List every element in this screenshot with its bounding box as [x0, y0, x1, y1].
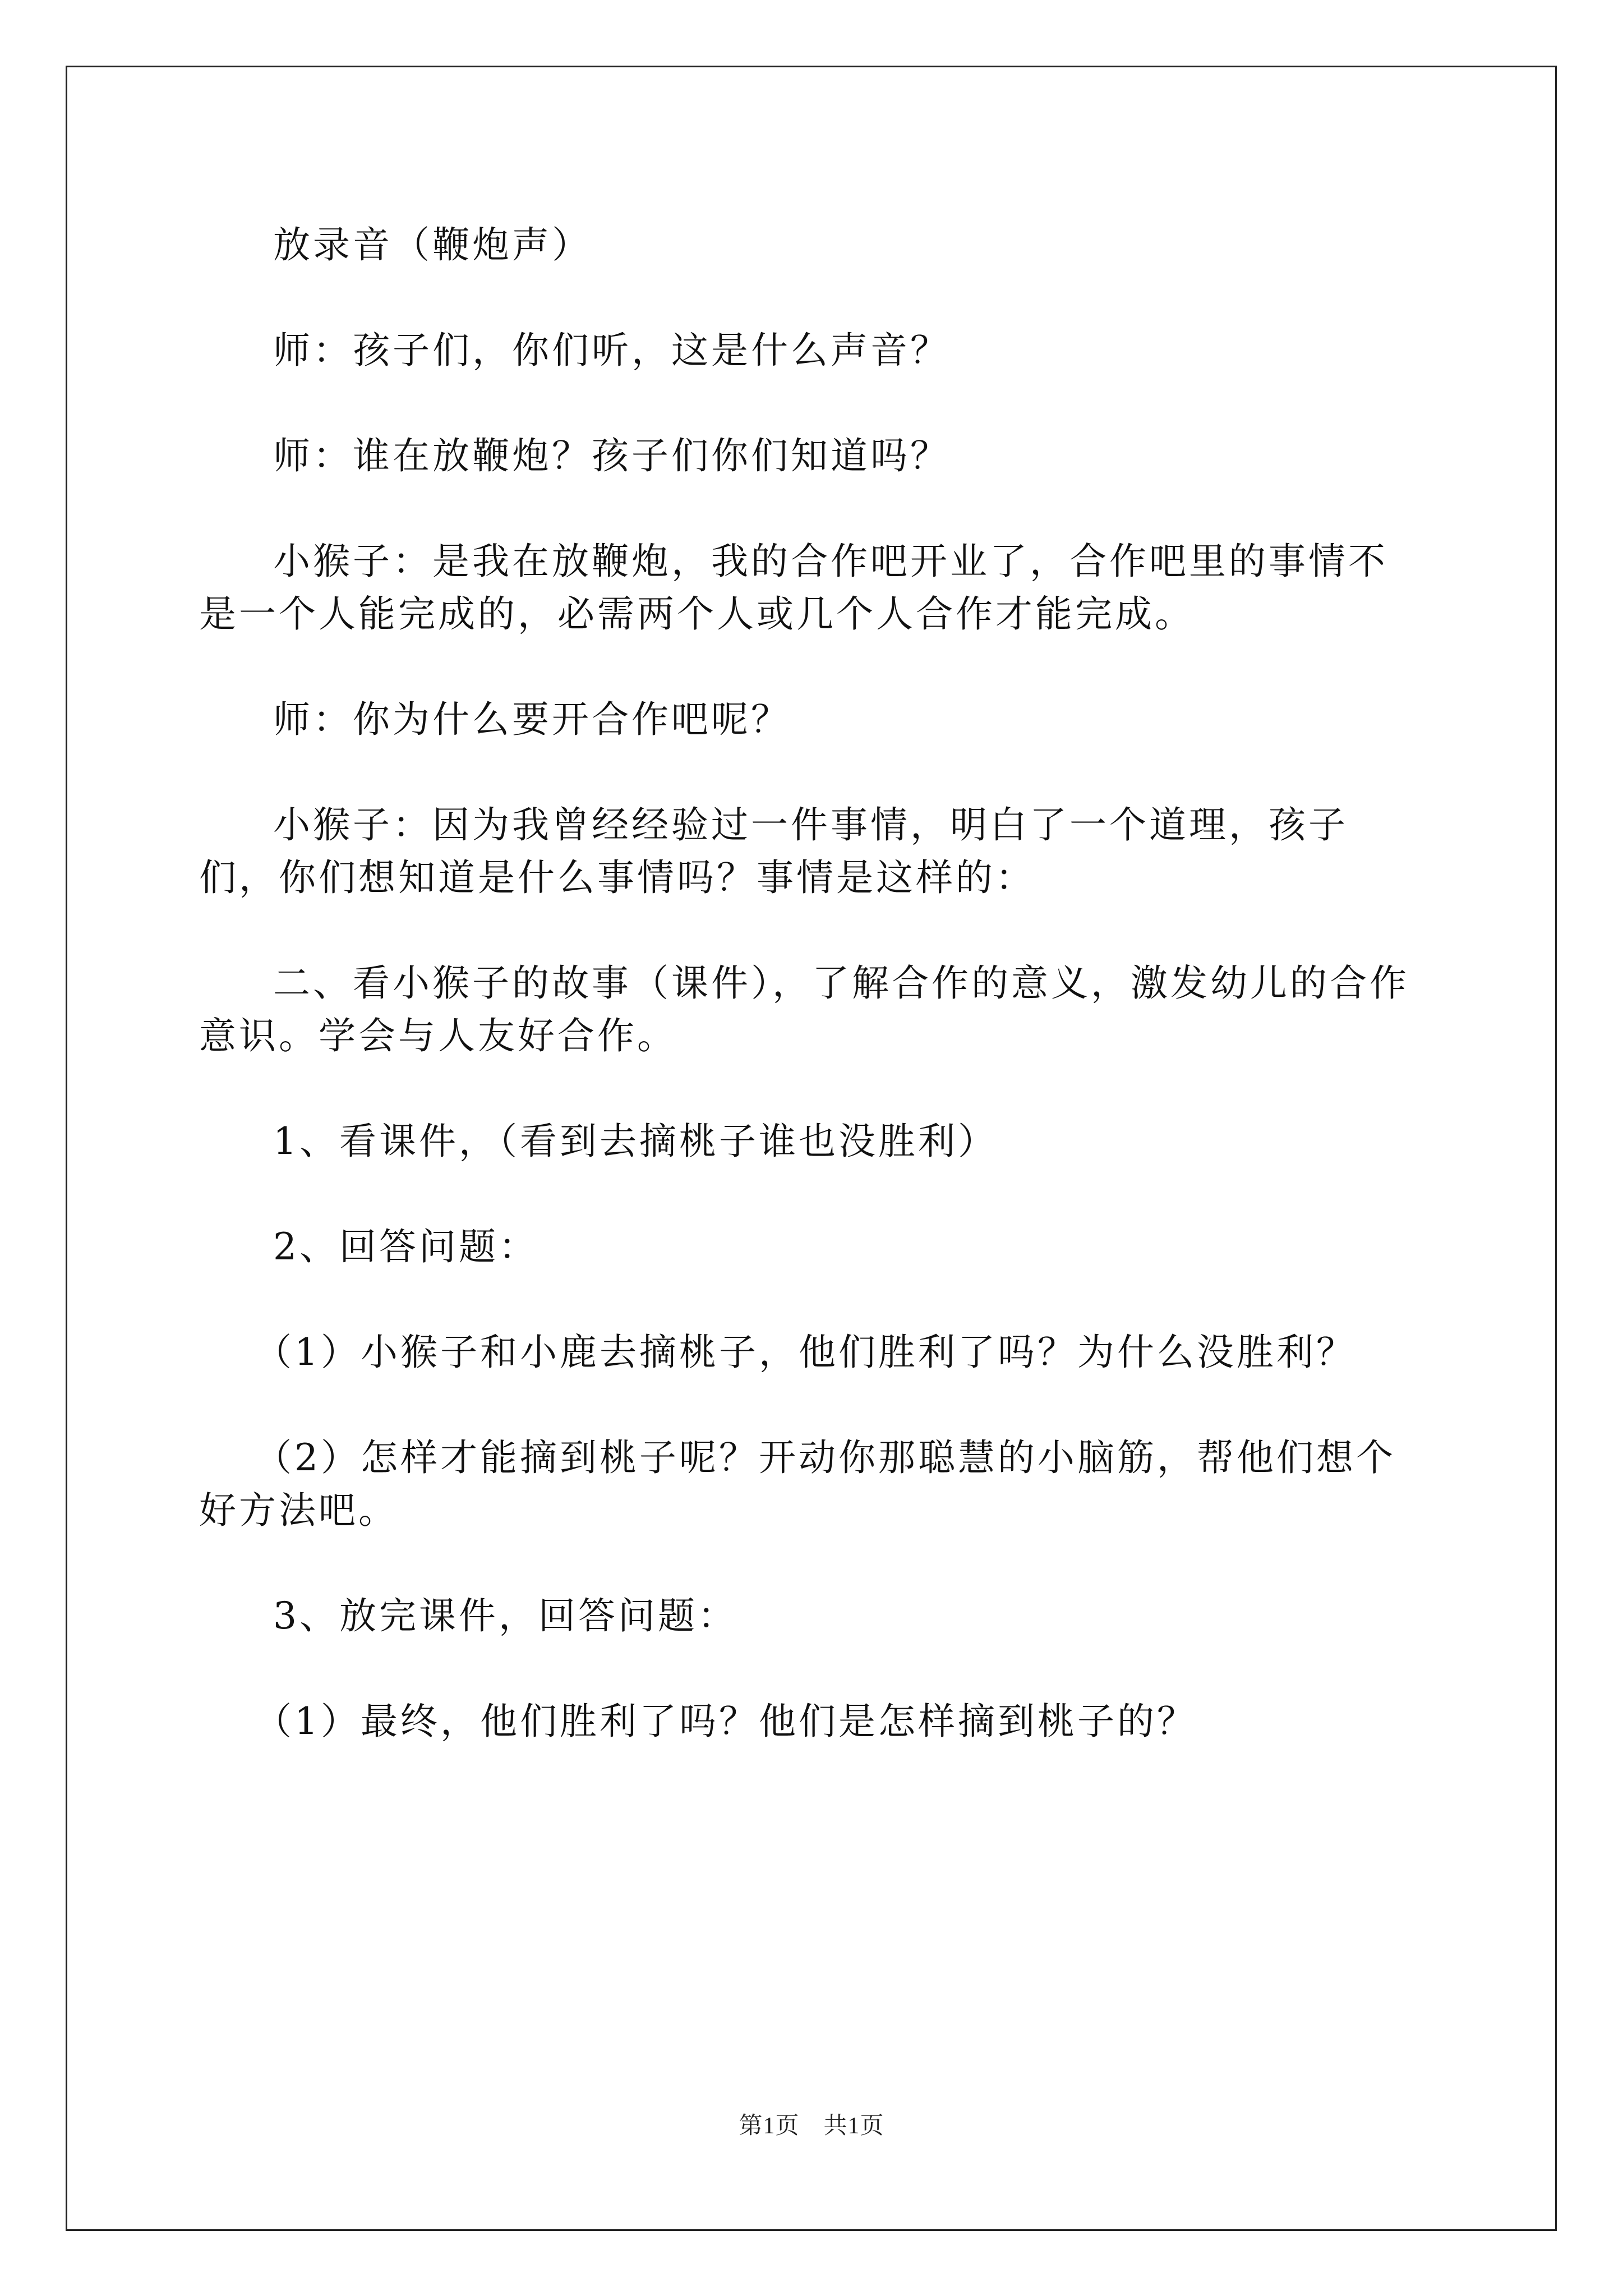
paragraph: 放录音（鞭炮声）	[273, 223, 592, 266]
paragraph: 师：孩子们，你们听，这是什么声音？	[273, 329, 950, 372]
paragraph: 1、看课件，（看到去摘桃子谁也没胜利）	[273, 1120, 998, 1163]
paragraph: （1）最终，他们胜利了吗？他们是怎样摘到桃子的？	[255, 1700, 1197, 1743]
paragraph: 小猴子：因为我曾经经验过一件事情，明白了一个道理，孩子们，你们想知道是什么事情吗？事情是这样的：	[199, 803, 1348, 899]
paragraph: 2、回答问题：	[273, 1225, 538, 1268]
paragraph: 二、看小猴子的故事（课件），了解合作的意义，激发幼儿的合作意识。学会与人友好合作。	[199, 961, 1409, 1057]
paragraph: 3、放完课件，回答问题：	[273, 1594, 737, 1637]
page-footer: 第1页 共1页	[739, 2113, 884, 2139]
paragraph: （2）怎样才能摘到桃子呢？开动你那聪慧的小脑筋，帮他们想个好方法吧。	[199, 1436, 1396, 1532]
paragraph: 师：你为什么要开合作吧呢？	[273, 698, 791, 741]
document-body	[199, 219, 1424, 1801]
paragraph: （1）小猴子和小鹿去摘桃子，他们胜利了吗？为什么没胜利？	[255, 1331, 1356, 1374]
paragraph: 小猴子：是我在放鞭炮，我的合作吧开业了，合作吧里的事情不是一个人能完成的，必需两个人或几个人合作才能完成。	[199, 540, 1388, 636]
paragraph: 师：谁在放鞭炮？孩子们你们知道吗？	[273, 434, 950, 477]
